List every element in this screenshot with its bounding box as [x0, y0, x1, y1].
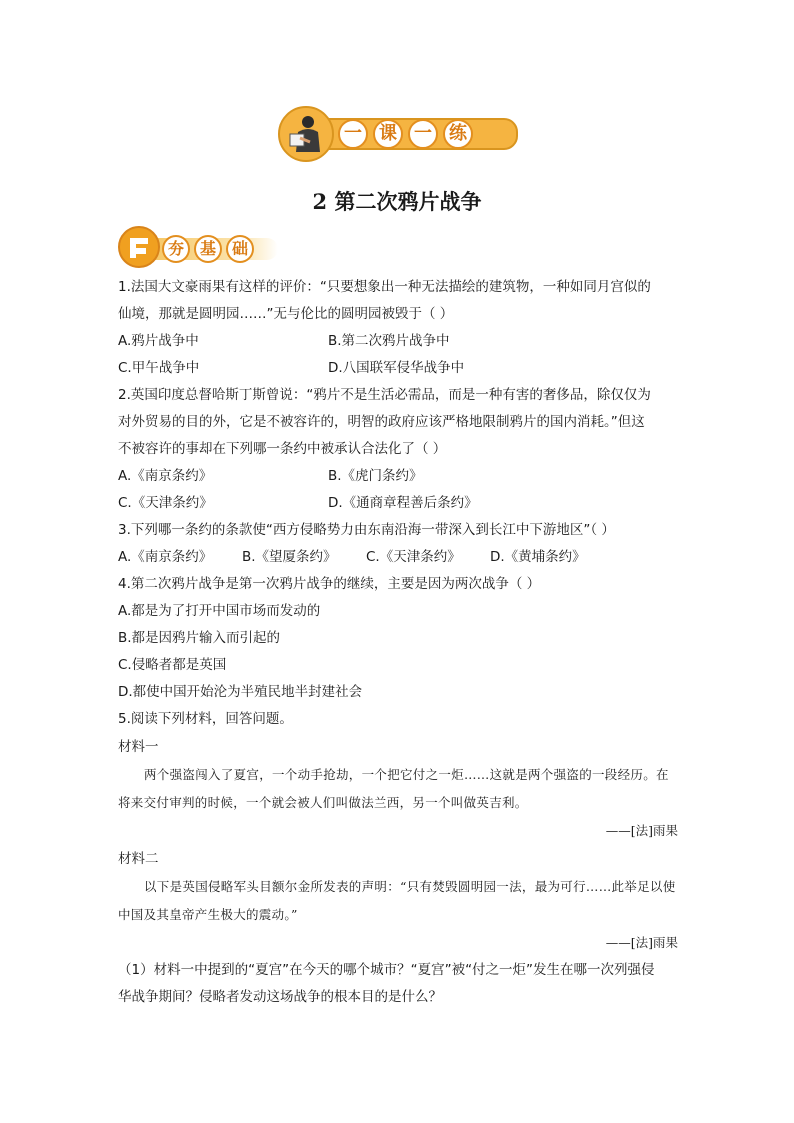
option: B.《虎门条约》: [328, 468, 423, 484]
question-3-stem: 3.下列哪一条约的条款使“西方侵略势力由东南沿海一带深入到长江中下游地区”（ ）: [118, 522, 615, 538]
question-4-stem: 4.第二次鸦片战争是第一次鸦片战争的继续，主要是因为两次战争（ ）: [118, 576, 541, 592]
page-title: 2 第二次鸦片战争: [312, 189, 482, 214]
option: A.都是为了打开中国市场而发动的: [118, 603, 321, 619]
option: A.《南京条约》: [118, 549, 213, 565]
option: D.都使中国开始沦为半殖民地半封建社会: [118, 684, 363, 700]
option: B.《望厦条约》: [242, 549, 337, 565]
banner-char: 练: [443, 119, 473, 149]
option: D.八国联军侵华战争中: [328, 360, 465, 376]
question-2-stem: 对外贸易的目的外，它是不被容许的，明智的政府应该严格地限制鸦片的国内消耗。”但这: [118, 414, 645, 430]
question-3-options: [118, 544, 678, 571]
reader-figure-icon: [278, 106, 334, 162]
material-2-source: ——[法]雨果: [605, 935, 678, 950]
exercise-body: [118, 274, 678, 1011]
question-2-options: [118, 463, 678, 490]
section-char: 基: [194, 235, 222, 263]
material-1-source: ——[法]雨果: [605, 823, 678, 838]
banner-char: 课: [373, 119, 403, 149]
option: C.甲午战争中: [118, 360, 200, 376]
section-header: [118, 226, 278, 266]
question-2-options: [118, 490, 678, 517]
question-2-stem: 2.英国印度总督哈斯丁斯曾说：“鸦片不是生活必需品，而是一种有害的奢侈品，除仅仅为: [118, 387, 651, 403]
banner-char: 一: [408, 119, 438, 149]
section-char: 础: [226, 235, 254, 263]
question-2-stem: 不被容许的事却在下列哪一条约中被承认合法化了（ ）: [118, 441, 447, 457]
question-5-stem: 5.阅读下列材料，回答问题。: [118, 711, 293, 727]
material-1-text: 两个强盗闯入了夏宫，一个动手抢劫，一个把它付之一炬……这就是两个强盗的一段经历。在将来交付审判的时候，一个就会被人们叫做法兰西，另一个叫做英吉利。: [118, 767, 669, 810]
option: D.《通商章程善后条约》: [328, 495, 478, 511]
material-1-heading: 材料一: [118, 739, 159, 755]
question-1-options: [118, 328, 678, 355]
question-5-sub-1: （1）材料一中提到的“夏宫”在今天的哪个城市？“夏宫”被“付之一炬”发生在哪一次列强侵: [118, 962, 655, 978]
section-char: 夯: [162, 235, 190, 263]
question-1-stem: 仙境，那就是圆明园……”无与伦比的圆明园被毁于（ ）: [118, 306, 454, 322]
option: B.第二次鸦片战争中: [328, 333, 450, 349]
option: D.《黄埔条约》: [490, 549, 586, 565]
section-emblem-icon: [118, 226, 160, 268]
option: A.《南京条约》: [118, 468, 213, 484]
option: C.《天津条约》: [118, 495, 213, 511]
material-2-heading: 材料二: [118, 851, 159, 867]
option: C.《天津条约》: [366, 549, 461, 565]
question-1-stem: 1.法国大文豪雨果有这样的评价：“只要想象出一种无法描绘的建筑物，一种如同月宫似的: [118, 279, 651, 295]
question-5-sub-1: 华战争期间？侵略者发动这场战争的根本目的是什么？: [118, 989, 442, 1005]
option: A.鸦片战争中: [118, 333, 199, 349]
option: B.都是因鸦片输入而引起的: [118, 630, 281, 646]
option: C.侵略者都是英国: [118, 657, 227, 673]
question-1-options: [118, 355, 678, 382]
material-2-text: 以下是英国侵略军头目额尔金所发表的声明：“只有焚毁圆明园一法，最为可行……此举足以使中国及其皇帝产生极大的震动。”: [118, 879, 676, 922]
lesson-banner: [278, 104, 518, 160]
banner-char: 一: [338, 119, 368, 149]
